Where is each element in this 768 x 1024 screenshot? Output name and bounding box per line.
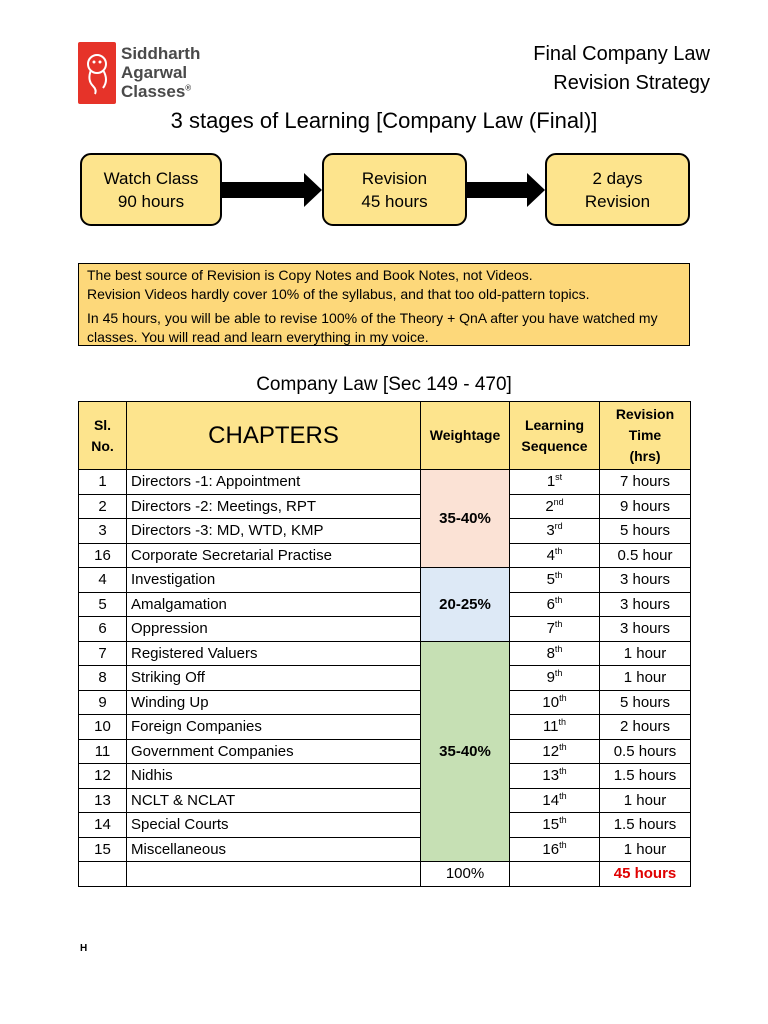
learning-sequence-cell (510, 788, 600, 813)
table-header-row (79, 402, 691, 470)
note-line: In 45 hours, you will be able to revise 100% of the Theory + QnA after you have watched my classes. You will read and learn everything in my voice. (87, 310, 658, 345)
chapter-name-cell: Miscellaneous (127, 837, 421, 862)
sequence-suffix: st (555, 472, 563, 483)
learning-sequence-cell (510, 739, 600, 764)
revision-note (78, 263, 690, 346)
note-line: Revision Videos hardly cover 10% of the syllabus, and that too old-pattern topics. (87, 286, 590, 302)
revision-time-cell: 3 hours (600, 592, 691, 617)
learning-sequence-cell (510, 690, 600, 715)
right-arrow-icon (467, 173, 545, 207)
table-row (79, 543, 691, 568)
sequence-number: 10 (542, 693, 560, 711)
sl-no-cell: 3 (79, 519, 127, 544)
sl-no-cell: 11 (79, 739, 127, 764)
revision-time-cell: 1 hour (600, 666, 691, 691)
table-row (79, 592, 691, 617)
revision-time-cell: 3 hours (600, 617, 691, 642)
table-row (79, 519, 691, 544)
revision-time-cell: 1 hour (600, 837, 691, 862)
sequence-suffix: th (554, 545, 563, 556)
total-revision-time: 45 hours (600, 862, 691, 887)
table-row (79, 788, 691, 813)
weightage-cell: 35-40% (421, 470, 510, 568)
sequence-suffix: th (554, 668, 563, 679)
revision-time-cell: 7 hours (600, 470, 691, 495)
stage-label: 2 days (592, 168, 643, 188)
chapter-name-cell: Oppression (127, 617, 421, 642)
chapter-name-cell: Striking Off (127, 666, 421, 691)
revision-time-cell: 1 hour (600, 788, 691, 813)
sl-no-cell: 7 (79, 641, 127, 666)
registered-mark: ® (185, 83, 192, 93)
sequence-number: 7 (546, 620, 555, 638)
table-row (79, 470, 691, 495)
sequence-suffix: th (559, 839, 567, 850)
sl-no-cell: 6 (79, 617, 127, 642)
sequence-number: 13 (542, 767, 560, 785)
sequence-suffix: th (559, 790, 567, 801)
chapter-name-cell: Directors -1: Appointment (127, 470, 421, 495)
sequence-number: 3 (546, 522, 555, 540)
sequence-suffix: nd (553, 496, 564, 507)
sequence-number: 4 (546, 546, 555, 564)
chapter-name-cell: Government Companies (127, 739, 421, 764)
sequence-number: 5 (546, 571, 555, 589)
sl-no-cell: 1 (79, 470, 127, 495)
stage-label: Revision (361, 168, 428, 188)
learning-sequence-cell (510, 494, 600, 519)
stage-duration: Revision (584, 191, 651, 211)
revision-time-cell: 5 hours (600, 690, 691, 715)
chapter-name-cell: NCLT & NCLAT (127, 788, 421, 813)
header-revision-time: Revision Time (hrs) (600, 402, 691, 470)
learning-sequence-cell (510, 617, 600, 642)
sequence-number: 16 (542, 840, 560, 858)
chapter-name-cell: Special Courts (127, 813, 421, 838)
revision-time-cell: 3 hours (600, 568, 691, 593)
sequence-number: 8 (546, 644, 555, 662)
revision-time-cell: 2 hours (600, 715, 691, 740)
sl-no-cell: 13 (79, 788, 127, 813)
sl-no-cell: 8 (79, 666, 127, 691)
ganesha-logo-icon (78, 42, 116, 104)
chapter-name-cell: Winding Up (127, 690, 421, 715)
learning-sequence-cell (510, 813, 600, 838)
table-row (79, 641, 691, 666)
chapter-name-cell: Investigation (127, 568, 421, 593)
sequence-suffix: th (559, 766, 567, 777)
learning-sequence-cell (510, 764, 600, 789)
note-line: The best source of Revision is Copy Notes and Book Notes, not Videos. (87, 267, 533, 283)
chapter-name-cell: Nidhis (127, 764, 421, 789)
stage-revision (322, 153, 467, 226)
table-row (79, 568, 691, 593)
sl-no-cell: 15 (79, 837, 127, 862)
header-learning-sequence: Learning Sequence (510, 402, 600, 470)
revision-time-cell: 1 hour (600, 641, 691, 666)
sequence-number: 6 (546, 595, 555, 613)
sequence-number: 2 (545, 497, 554, 515)
sl-no-cell: 2 (79, 494, 127, 519)
revision-time-cell: 5 hours (600, 519, 691, 544)
sl-no-cell: 12 (79, 764, 127, 789)
table-row (79, 494, 691, 519)
sequence-number: 15 (542, 816, 560, 834)
chapters-table (78, 401, 691, 887)
sl-no-cell: 5 (79, 592, 127, 617)
sequence-number: 1 (546, 473, 556, 491)
revision-time-cell: 1.5 hours (600, 813, 691, 838)
document-title-line2: Revision Strategy (553, 72, 710, 94)
chapter-name-cell: Registered Valuers (127, 641, 421, 666)
chapter-name-cell: Amalgamation (127, 592, 421, 617)
brand-name: Siddharth Agarwal Classes (121, 44, 201, 101)
chapter-name-cell: Directors -2: Meetings, RPT (127, 494, 421, 519)
sequence-suffix: th (554, 594, 563, 605)
revision-time-cell: 0.5 hour (600, 543, 691, 568)
document-title-line1: Final Company Law (533, 43, 710, 65)
sl-no-cell: 9 (79, 690, 127, 715)
total-row (79, 862, 691, 887)
sequence-suffix: th (559, 815, 567, 826)
revision-time-cell: 0.5 hours (600, 739, 691, 764)
learning-sequence-cell (510, 568, 600, 593)
footer-mark: H (80, 943, 88, 954)
weightage-cell: 20-25% (421, 568, 510, 642)
sequence-number: 11 (542, 718, 559, 736)
stage-duration: 45 hours (361, 191, 428, 211)
table-row (79, 666, 691, 691)
right-arrow-icon (222, 173, 322, 207)
learning-sequence-cell (510, 666, 600, 691)
table-row (79, 837, 691, 862)
header-sl-no: Sl. No. (79, 402, 127, 470)
sl-no-cell: 10 (79, 715, 127, 740)
table-row (79, 690, 691, 715)
header-chapters: CHAPTERS (127, 402, 421, 470)
table-title: Company Law [Sec 149 - 470] (256, 374, 512, 395)
revision-time-cell: 1.5 hours (600, 764, 691, 789)
header-weightage: Weightage (421, 402, 510, 470)
sl-no-cell: 14 (79, 813, 127, 838)
table-row (79, 617, 691, 642)
learning-sequence-cell (510, 543, 600, 568)
sequence-number: 14 (542, 791, 560, 809)
stage-duration: 90 hours (117, 191, 185, 211)
revision-time-cell: 9 hours (600, 494, 691, 519)
learning-sequence-cell (510, 715, 600, 740)
page-heading: 3 stages of Learning [Company Law (Final)] (170, 108, 598, 133)
table-row (79, 715, 691, 740)
weightage-cell: 35-40% (421, 641, 510, 862)
document-title (533, 40, 710, 98)
stage-final-revision (545, 153, 690, 226)
table-row (79, 764, 691, 789)
sequence-number: 12 (542, 742, 560, 760)
learning-sequence-cell (510, 837, 600, 862)
learning-sequence-cell (510, 470, 600, 495)
sequence-suffix: rd (554, 521, 563, 532)
table-row (79, 813, 691, 838)
stage-watch-class (80, 153, 222, 226)
sequence-number: 9 (546, 669, 555, 687)
sequence-suffix: th (554, 570, 563, 581)
learning-sequence-cell (510, 592, 600, 617)
chapter-name-cell: Directors -3: MD, WTD, KMP (127, 519, 421, 544)
learning-sequence-cell (510, 519, 600, 544)
chapter-name-cell: Corporate Secretarial Practise (127, 543, 421, 568)
learning-sequence-cell (510, 641, 600, 666)
brand-logo (78, 42, 210, 104)
sequence-suffix: th (559, 692, 567, 703)
sequence-suffix: th (559, 741, 567, 752)
sl-no-cell: 4 (79, 568, 127, 593)
sequence-suffix: th (554, 643, 563, 654)
sequence-suffix: th (554, 619, 563, 630)
chapter-name-cell: Foreign Companies (127, 715, 421, 740)
total-weightage: 100% (421, 862, 510, 887)
sequence-suffix: th (558, 717, 567, 728)
stage-label: Watch Class (103, 168, 199, 188)
sl-no-cell: 16 (79, 543, 127, 568)
table-row (79, 739, 691, 764)
